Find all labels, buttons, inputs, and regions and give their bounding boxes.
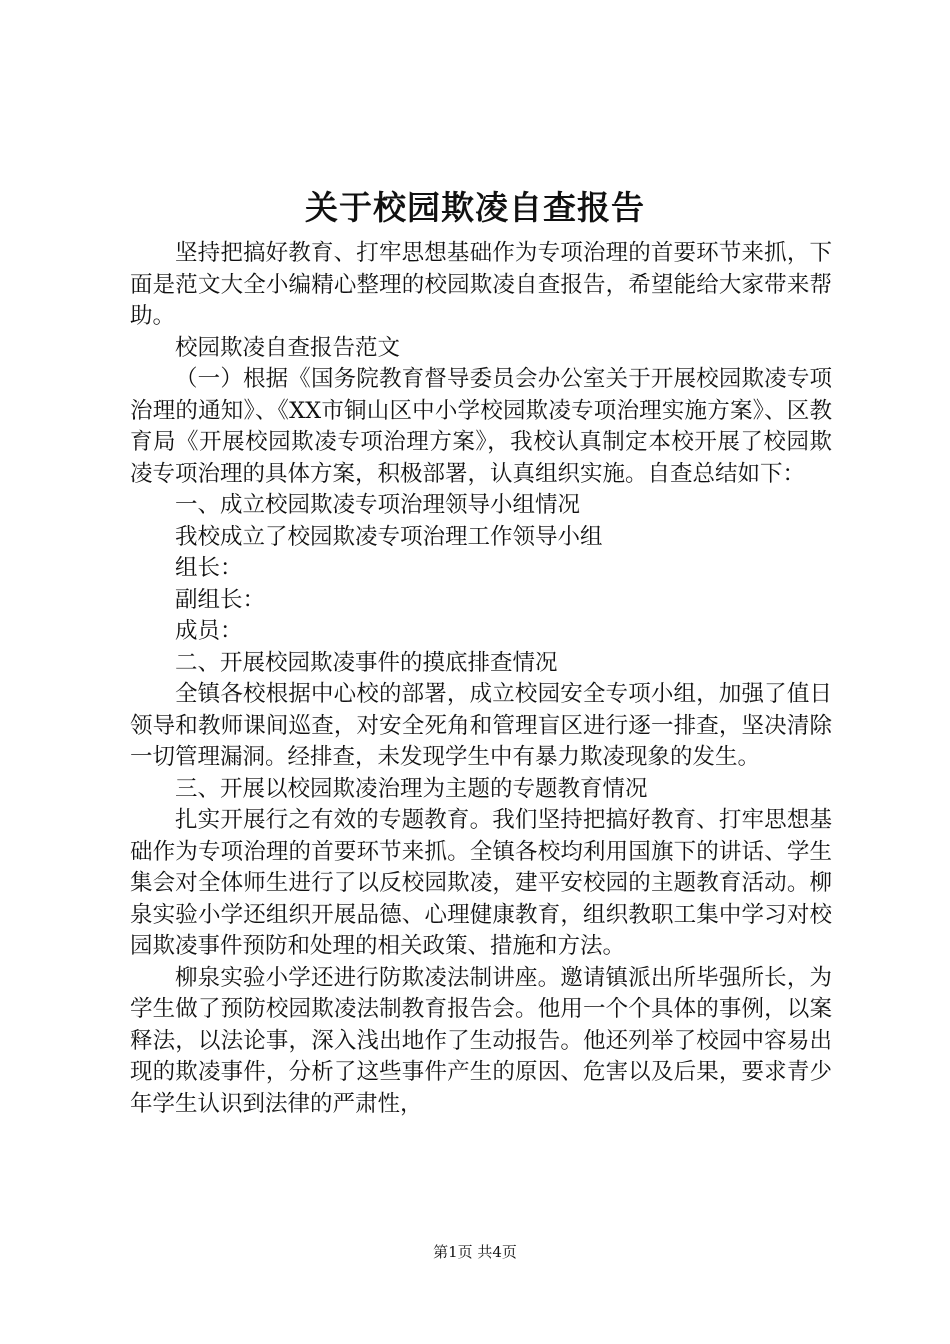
paragraph-basis: （一）根据《国务院教育督导委员会办公室关于开展校园欺凌专项治理的通知》、《XX市铜山区中小学校园欺凌专项治理实施方案》、区教育局《开展校园欺凌专项治理方案》，我校认真制定本校开展了校园欺凌专项治理的具体方案，积极部署，认真组织实施。自查总结如下： — [130, 366, 832, 487]
page-footer: 第1页 共4页 — [433, 1243, 517, 1261]
paragraph-education: 扎实开展行之有效的专题教育。我们坚持把搞好教育、打牢思想基础作为专项治理的首要环节来抓。全镇各校均利用国旗下的讲话、学生集会对全体师生进行了以反校园欺凌，建平安校园的主题教育活动。柳泉实验小学还组织开展品德、心理健康教育，组织教职工集中学习对校园欺凌事件预防和处理的相关政策、措施和方法。 — [130, 807, 832, 959]
paragraph-intro: 坚持把搞好教育、打牢思想基础作为专项治理的首要环节来抓，下面是范文大全小编精心整理的校园欺凌自查报告，希望能给大家带来帮助。 — [130, 240, 832, 329]
section-heading-3: 三、开展以校园欺凌治理为主题的专题教育情况 — [175, 775, 648, 802]
paragraph-group-leader: 组长： — [175, 555, 243, 581]
paragraph-members: 成员： — [175, 618, 243, 644]
paragraph-subtitle: 校园欺凌自查报告范文 — [175, 334, 401, 361]
paragraph-deputy-leader: 副组长： — [175, 586, 266, 613]
document-title: 关于校园欺凌自查报告 — [305, 188, 645, 227]
paragraph-lecture: 柳泉实验小学还进行防欺凌法制讲座。邀请镇派出所毕强所长，为学生做了预防校园欺凌法制教育报告会。他用一个个具体的事例，以案释法，以法论事，深入浅出地作了生动报告。他还列举了校园中容易出现的欺凌事件，分析了这些事件产生的原因、危害以及后果，要求青少年学生认识到法律的严肃性， — [130, 964, 832, 1117]
section-heading-1: 一、成立校园欺凌专项治理领导小组情况 — [175, 492, 581, 518]
document-body — [130, 238, 832, 1120]
paragraph-investigation: 全镇各校根据中心校的部署，成立校园安全专项小组，加强了值日领导和教师课间巡查，对安全死角和管理盲区进行逐一排查，坚决清除一切管理漏洞。经排查，未发现学生中有暴力欺凌现象的发生。 — [130, 681, 832, 770]
section-heading-2: 二、开展校园欺凌事件的摸底排查情况 — [175, 649, 558, 676]
paragraph-leadership-group: 我校成立了校园欺凌专项治理工作领导小组 — [175, 523, 603, 550]
